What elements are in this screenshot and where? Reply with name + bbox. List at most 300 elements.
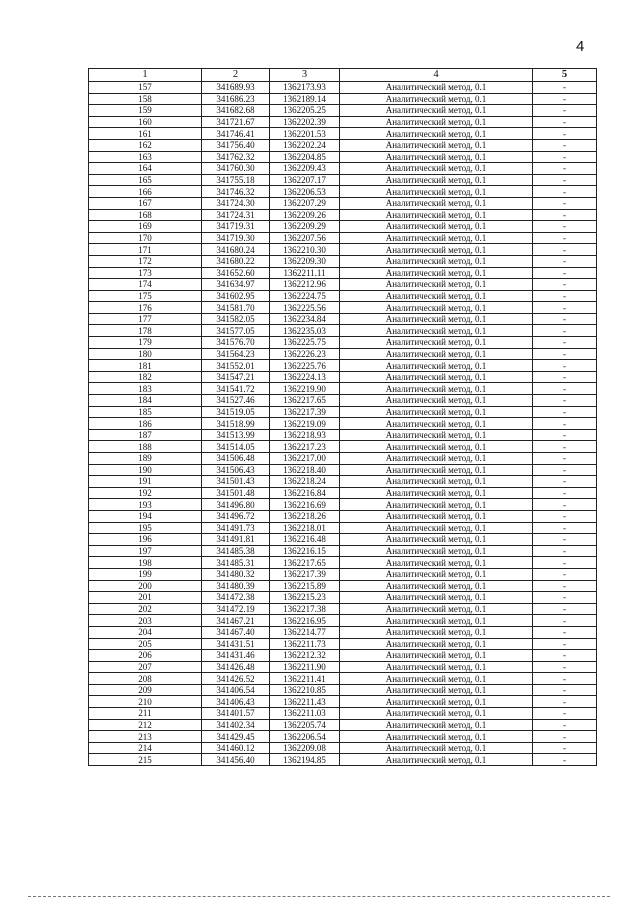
method-accuracy-cell: Аналитический метод, 0.1 (340, 302, 533, 314)
table-row (89, 429, 597, 441)
table-row (89, 360, 597, 372)
note-cell: - (533, 232, 597, 244)
method-accuracy-cell: Аналитический метод, 0.1 (340, 186, 533, 198)
x-coordinate-cell: 341724.31 (202, 209, 270, 221)
method-accuracy-cell: Аналитический метод, 0.1 (340, 638, 533, 650)
point-number-cell: 188 (89, 441, 202, 453)
point-number-cell: 215 (89, 754, 202, 766)
note-cell: - (533, 487, 597, 499)
y-coordinate-cell: 1362216.15 (270, 545, 340, 557)
point-number-cell: 160 (89, 116, 202, 128)
column-header-5: 5 (533, 69, 597, 82)
table-row (89, 545, 597, 557)
note-cell: - (533, 673, 597, 685)
point-number-cell: 186 (89, 418, 202, 430)
note-cell: - (533, 429, 597, 441)
note-cell: - (533, 592, 597, 604)
x-coordinate-cell: 341762.32 (202, 151, 270, 163)
x-coordinate-cell: 341755.18 (202, 174, 270, 186)
x-coordinate-cell: 341541.72 (202, 383, 270, 395)
method-accuracy-cell: Аналитический метод, 0.1 (340, 290, 533, 302)
note-cell: - (533, 302, 597, 314)
x-coordinate-cell: 341467.21 (202, 615, 270, 627)
method-accuracy-cell: Аналитический метод, 0.1 (340, 719, 533, 731)
table-row (89, 453, 597, 465)
y-coordinate-cell: 1362194.85 (270, 754, 340, 766)
method-accuracy-cell: Аналитический метод, 0.1 (340, 406, 533, 418)
table-row (89, 534, 597, 546)
y-coordinate-cell: 1362218.24 (270, 476, 340, 488)
y-coordinate-cell: 1362224.13 (270, 371, 340, 383)
table-row (89, 557, 597, 569)
y-coordinate-cell: 1362217.65 (270, 557, 340, 569)
y-coordinate-cell: 1362216.48 (270, 534, 340, 546)
table-row (89, 742, 597, 754)
table-row (89, 603, 597, 615)
y-coordinate-cell: 1362210.30 (270, 244, 340, 256)
y-coordinate-cell: 1362225.76 (270, 360, 340, 372)
table-row (89, 626, 597, 638)
method-accuracy-cell: Аналитический метод, 0.1 (340, 568, 533, 580)
x-coordinate-cell: 341527.46 (202, 395, 270, 407)
method-accuracy-cell: Аналитический метод, 0.1 (340, 93, 533, 105)
point-number-cell: 204 (89, 626, 202, 638)
point-number-cell: 175 (89, 290, 202, 302)
table-row (89, 116, 597, 128)
method-accuracy-cell: Аналитический метод, 0.1 (340, 429, 533, 441)
x-coordinate-cell: 341401.57 (202, 708, 270, 720)
note-cell: - (533, 534, 597, 546)
note-cell: - (533, 325, 597, 337)
table-row (89, 522, 597, 534)
y-coordinate-cell: 1362209.26 (270, 209, 340, 221)
y-coordinate-cell: 1362204.85 (270, 151, 340, 163)
method-accuracy-cell: Аналитический метод, 0.1 (340, 163, 533, 175)
note-cell: - (533, 93, 597, 105)
method-accuracy-cell: Аналитический метод, 0.1 (340, 82, 533, 94)
method-accuracy-cell: Аналитический метод, 0.1 (340, 742, 533, 754)
point-number-cell: 176 (89, 302, 202, 314)
table-row (89, 615, 597, 627)
table-row (89, 580, 597, 592)
y-coordinate-cell: 1362216.95 (270, 615, 340, 627)
method-accuracy-cell: Аналитический метод, 0.1 (340, 197, 533, 209)
note-cell: - (533, 163, 597, 175)
y-coordinate-cell: 1362217.65 (270, 395, 340, 407)
y-coordinate-cell: 1362216.84 (270, 487, 340, 499)
y-coordinate-cell: 1362225.75 (270, 337, 340, 349)
method-accuracy-cell: Аналитический метод, 0.1 (340, 557, 533, 569)
table-row (89, 719, 597, 731)
y-coordinate-cell: 1362211.41 (270, 673, 340, 685)
table-row (89, 139, 597, 151)
note-cell: - (533, 418, 597, 430)
note-cell: - (533, 580, 597, 592)
point-number-cell: 168 (89, 209, 202, 221)
method-accuracy-cell: Аналитический метод, 0.1 (340, 151, 533, 163)
table-row (89, 244, 597, 256)
table-row (89, 105, 597, 117)
table-row (89, 568, 597, 580)
point-number-cell: 157 (89, 82, 202, 94)
table-row (89, 487, 597, 499)
point-number-cell: 177 (89, 313, 202, 325)
x-coordinate-cell: 341746.41 (202, 128, 270, 140)
note-cell: - (533, 499, 597, 511)
method-accuracy-cell: Аналитический метод, 0.1 (340, 139, 533, 151)
x-coordinate-cell: 341496.72 (202, 510, 270, 522)
table-row (89, 406, 597, 418)
point-number-cell: 191 (89, 476, 202, 488)
note-cell: - (533, 395, 597, 407)
x-coordinate-cell: 341634.97 (202, 279, 270, 291)
note-cell: - (533, 650, 597, 662)
method-accuracy-cell: Аналитический метод, 0.1 (340, 441, 533, 453)
point-number-cell: 159 (89, 105, 202, 117)
method-accuracy-cell: Аналитический метод, 0.1 (340, 754, 533, 766)
note-cell: - (533, 476, 597, 488)
method-accuracy-cell: Аналитический метод, 0.1 (340, 395, 533, 407)
x-coordinate-cell: 341429.45 (202, 731, 270, 743)
x-coordinate-cell: 341431.46 (202, 650, 270, 662)
x-coordinate-cell: 341519.05 (202, 406, 270, 418)
y-coordinate-cell: 1362206.53 (270, 186, 340, 198)
x-coordinate-cell: 341491.81 (202, 534, 270, 546)
point-number-cell: 165 (89, 174, 202, 186)
footer-divider (28, 896, 610, 897)
y-coordinate-cell: 1362226.23 (270, 348, 340, 360)
x-coordinate-cell: 341547.21 (202, 371, 270, 383)
table-row (89, 673, 597, 685)
method-accuracy-cell: Аналитический метод, 0.1 (340, 661, 533, 673)
table-row (89, 661, 597, 673)
point-number-cell: 210 (89, 696, 202, 708)
method-accuracy-cell: Аналитический метод, 0.1 (340, 731, 533, 743)
table-row (89, 464, 597, 476)
method-accuracy-cell: Аналитический метод, 0.1 (340, 453, 533, 465)
table-body (89, 82, 597, 766)
table-header-row (89, 69, 597, 82)
note-cell: - (533, 128, 597, 140)
x-coordinate-cell: 341501.48 (202, 487, 270, 499)
x-coordinate-cell: 341506.43 (202, 464, 270, 476)
y-coordinate-cell: 1362217.39 (270, 568, 340, 580)
y-coordinate-cell: 1362214.77 (270, 626, 340, 638)
y-coordinate-cell: 1362202.39 (270, 116, 340, 128)
x-coordinate-cell: 341746.32 (202, 186, 270, 198)
point-number-cell: 173 (89, 267, 202, 279)
point-number-cell: 193 (89, 499, 202, 511)
table-row (89, 302, 597, 314)
y-coordinate-cell: 1362225.56 (270, 302, 340, 314)
note-cell: - (533, 279, 597, 291)
x-coordinate-cell: 341485.31 (202, 557, 270, 569)
x-coordinate-cell: 341431.51 (202, 638, 270, 650)
method-accuracy-cell: Аналитический метод, 0.1 (340, 116, 533, 128)
note-cell: - (533, 545, 597, 557)
note-cell: - (533, 441, 597, 453)
x-coordinate-cell: 341513.99 (202, 429, 270, 441)
note-cell: - (533, 731, 597, 743)
point-number-cell: 180 (89, 348, 202, 360)
method-accuracy-cell: Аналитический метод, 0.1 (340, 592, 533, 604)
note-cell: - (533, 406, 597, 418)
x-coordinate-cell: 341426.52 (202, 673, 270, 685)
table-row (89, 441, 597, 453)
y-coordinate-cell: 1362209.29 (270, 221, 340, 233)
x-coordinate-cell: 341514.05 (202, 441, 270, 453)
method-accuracy-cell: Аналитический метод, 0.1 (340, 128, 533, 140)
x-coordinate-cell: 341719.31 (202, 221, 270, 233)
table-row (89, 418, 597, 430)
note-cell: - (533, 568, 597, 580)
point-number-cell: 184 (89, 395, 202, 407)
x-coordinate-cell: 341576.70 (202, 337, 270, 349)
note-cell: - (533, 221, 597, 233)
y-coordinate-cell: 1362173.93 (270, 82, 340, 94)
method-accuracy-cell: Аналитический метод, 0.1 (340, 603, 533, 615)
method-accuracy-cell: Аналитический метод, 0.1 (340, 499, 533, 511)
note-cell: - (533, 105, 597, 117)
table-row (89, 395, 597, 407)
table-row (89, 82, 597, 94)
method-accuracy-cell: Аналитический метод, 0.1 (340, 580, 533, 592)
note-cell: - (533, 197, 597, 209)
x-coordinate-cell: 341485.38 (202, 545, 270, 557)
point-number-cell: 205 (89, 638, 202, 650)
table-row (89, 221, 597, 233)
note-cell: - (533, 754, 597, 766)
x-coordinate-cell: 341682.68 (202, 105, 270, 117)
note-cell: - (533, 383, 597, 395)
y-coordinate-cell: 1362212.32 (270, 650, 340, 662)
table-row (89, 186, 597, 198)
method-accuracy-cell: Аналитический метод, 0.1 (340, 487, 533, 499)
x-coordinate-cell: 341406.54 (202, 684, 270, 696)
point-number-cell: 170 (89, 232, 202, 244)
point-number-cell: 190 (89, 464, 202, 476)
method-accuracy-cell: Аналитический метод, 0.1 (340, 209, 533, 221)
method-accuracy-cell: Аналитический метод, 0.1 (340, 696, 533, 708)
column-header-3: 3 (270, 69, 340, 82)
x-coordinate-cell: 341496.80 (202, 499, 270, 511)
point-number-cell: 212 (89, 719, 202, 731)
y-coordinate-cell: 1362209.08 (270, 742, 340, 754)
table-row (89, 499, 597, 511)
x-coordinate-cell: 341491.73 (202, 522, 270, 534)
method-accuracy-cell: Аналитический метод, 0.1 (340, 267, 533, 279)
table-row (89, 592, 597, 604)
x-coordinate-cell: 341426.48 (202, 661, 270, 673)
x-coordinate-cell: 341721.67 (202, 116, 270, 128)
y-coordinate-cell: 1362209.43 (270, 163, 340, 175)
x-coordinate-cell: 341760.30 (202, 163, 270, 175)
point-number-cell: 192 (89, 487, 202, 499)
point-number-cell: 181 (89, 360, 202, 372)
point-number-cell: 185 (89, 406, 202, 418)
x-coordinate-cell: 341724.30 (202, 197, 270, 209)
table-row (89, 650, 597, 662)
point-number-cell: 171 (89, 244, 202, 256)
note-cell: - (533, 337, 597, 349)
method-accuracy-cell: Аналитический метод, 0.1 (340, 348, 533, 360)
x-coordinate-cell: 341518.99 (202, 418, 270, 430)
note-cell: - (533, 719, 597, 731)
point-number-cell: 166 (89, 186, 202, 198)
y-coordinate-cell: 1362207.29 (270, 197, 340, 209)
note-cell: - (533, 603, 597, 615)
point-number-cell: 158 (89, 93, 202, 105)
table-row (89, 476, 597, 488)
point-number-cell: 211 (89, 708, 202, 720)
method-accuracy-cell: Аналитический метод, 0.1 (340, 371, 533, 383)
method-accuracy-cell: Аналитический метод, 0.1 (340, 615, 533, 627)
x-coordinate-cell: 341602.95 (202, 290, 270, 302)
point-number-cell: 163 (89, 151, 202, 163)
method-accuracy-cell: Аналитический метод, 0.1 (340, 325, 533, 337)
y-coordinate-cell: 1362217.38 (270, 603, 340, 615)
x-coordinate-cell: 341472.38 (202, 592, 270, 604)
y-coordinate-cell: 1362201.53 (270, 128, 340, 140)
point-number-cell: 183 (89, 383, 202, 395)
table-row (89, 290, 597, 302)
method-accuracy-cell: Аналитический метод, 0.1 (340, 545, 533, 557)
point-number-cell: 214 (89, 742, 202, 754)
y-coordinate-cell: 1362234.84 (270, 313, 340, 325)
method-accuracy-cell: Аналитический метод, 0.1 (340, 510, 533, 522)
note-cell: - (533, 255, 597, 267)
note-cell: - (533, 313, 597, 325)
point-number-cell: 179 (89, 337, 202, 349)
y-coordinate-cell: 1362211.11 (270, 267, 340, 279)
table-row (89, 209, 597, 221)
x-coordinate-cell: 341680.24 (202, 244, 270, 256)
note-cell: - (533, 615, 597, 627)
method-accuracy-cell: Аналитический метод, 0.1 (340, 650, 533, 662)
table-row (89, 684, 597, 696)
note-cell: - (533, 684, 597, 696)
y-coordinate-cell: 1362218.26 (270, 510, 340, 522)
y-coordinate-cell: 1362219.09 (270, 418, 340, 430)
x-coordinate-cell: 341756.40 (202, 139, 270, 151)
method-accuracy-cell: Аналитический метод, 0.1 (340, 244, 533, 256)
point-number-cell: 213 (89, 731, 202, 743)
point-number-cell: 169 (89, 221, 202, 233)
y-coordinate-cell: 1362224.75 (270, 290, 340, 302)
note-cell: - (533, 453, 597, 465)
point-number-cell: 196 (89, 534, 202, 546)
y-coordinate-cell: 1362211.03 (270, 708, 340, 720)
point-number-cell: 187 (89, 429, 202, 441)
point-number-cell: 202 (89, 603, 202, 615)
x-coordinate-cell: 341467.40 (202, 626, 270, 638)
method-accuracy-cell: Аналитический метод, 0.1 (340, 464, 533, 476)
method-accuracy-cell: Аналитический метод, 0.1 (340, 313, 533, 325)
y-coordinate-cell: 1362218.40 (270, 464, 340, 476)
y-coordinate-cell: 1362207.56 (270, 232, 340, 244)
note-cell: - (533, 522, 597, 534)
note-cell: - (533, 139, 597, 151)
y-coordinate-cell: 1362217.23 (270, 441, 340, 453)
y-coordinate-cell: 1362218.01 (270, 522, 340, 534)
point-number-cell: 164 (89, 163, 202, 175)
table-row (89, 348, 597, 360)
table-row (89, 151, 597, 163)
method-accuracy-cell: Аналитический метод, 0.1 (340, 279, 533, 291)
y-coordinate-cell: 1362207.17 (270, 174, 340, 186)
y-coordinate-cell: 1362217.39 (270, 406, 340, 418)
method-accuracy-cell: Аналитический метод, 0.1 (340, 418, 533, 430)
column-header-2: 2 (202, 69, 270, 82)
point-number-cell: 208 (89, 673, 202, 685)
page-number: 4 (576, 38, 585, 55)
x-coordinate-cell: 341564.23 (202, 348, 270, 360)
y-coordinate-cell: 1362209.30 (270, 255, 340, 267)
note-cell: - (533, 742, 597, 754)
table-row (89, 93, 597, 105)
table-row (89, 510, 597, 522)
point-number-cell: 161 (89, 128, 202, 140)
table-row (89, 163, 597, 175)
point-number-cell: 199 (89, 568, 202, 580)
x-coordinate-cell: 341582.05 (202, 313, 270, 325)
x-coordinate-cell: 341460.12 (202, 742, 270, 754)
x-coordinate-cell: 341456.40 (202, 754, 270, 766)
y-coordinate-cell: 1362215.23 (270, 592, 340, 604)
note-cell: - (533, 371, 597, 383)
note-cell: - (533, 557, 597, 569)
note-cell: - (533, 708, 597, 720)
point-number-cell: 189 (89, 453, 202, 465)
point-number-cell: 194 (89, 510, 202, 522)
note-cell: - (533, 638, 597, 650)
x-coordinate-cell: 341472.19 (202, 603, 270, 615)
column-header-1: 1 (89, 69, 202, 82)
note-cell: - (533, 174, 597, 186)
x-coordinate-cell: 341552.01 (202, 360, 270, 372)
x-coordinate-cell: 341480.39 (202, 580, 270, 592)
point-number-cell: 182 (89, 371, 202, 383)
y-coordinate-cell: 1362211.73 (270, 638, 340, 650)
y-coordinate-cell: 1362235.03 (270, 325, 340, 337)
table-row (89, 255, 597, 267)
y-coordinate-cell: 1362205.25 (270, 105, 340, 117)
y-coordinate-cell: 1362211.90 (270, 661, 340, 673)
method-accuracy-cell: Аналитический метод, 0.1 (340, 221, 533, 233)
table-row (89, 708, 597, 720)
method-accuracy-cell: Аналитический метод, 0.1 (340, 255, 533, 267)
table-row (89, 267, 597, 279)
method-accuracy-cell: Аналитический метод, 0.1 (340, 476, 533, 488)
x-coordinate-cell: 341680.22 (202, 255, 270, 267)
method-accuracy-cell: Аналитический метод, 0.1 (340, 673, 533, 685)
x-coordinate-cell: 341577.05 (202, 325, 270, 337)
note-cell: - (533, 696, 597, 708)
note-cell: - (533, 151, 597, 163)
note-cell: - (533, 82, 597, 94)
y-coordinate-cell: 1362206.54 (270, 731, 340, 743)
y-coordinate-cell: 1362189.14 (270, 93, 340, 105)
x-coordinate-cell: 341719.30 (202, 232, 270, 244)
y-coordinate-cell: 1362202.24 (270, 139, 340, 151)
x-coordinate-cell: 341402.34 (202, 719, 270, 731)
x-coordinate-cell: 341686.23 (202, 93, 270, 105)
table-row (89, 313, 597, 325)
x-coordinate-cell: 341689.93 (202, 82, 270, 94)
point-number-cell: 162 (89, 139, 202, 151)
note-cell: - (533, 510, 597, 522)
x-coordinate-cell: 341480.32 (202, 568, 270, 580)
